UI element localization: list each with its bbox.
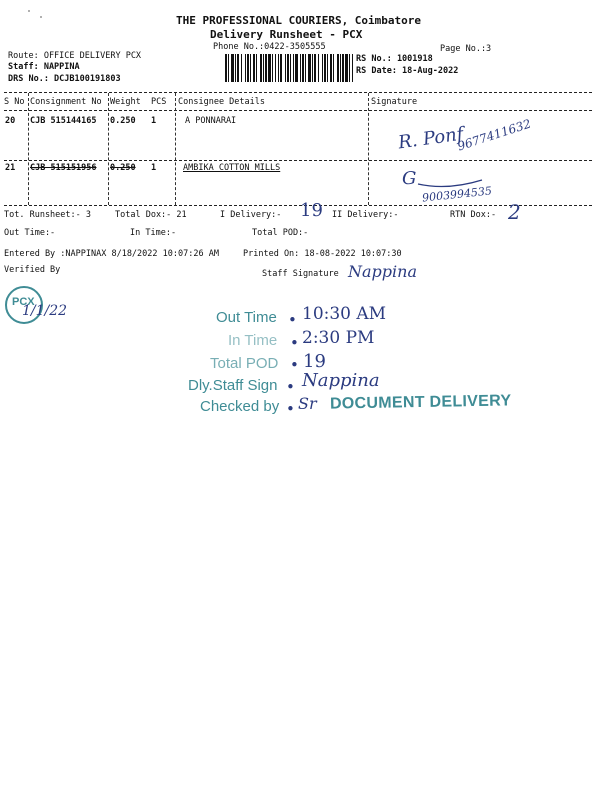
scan-mark [28, 10, 30, 12]
cell-consignee: A PONNARAI [185, 116, 237, 126]
barcode-bar [241, 54, 242, 82]
col-header-signature: Signature [371, 97, 418, 107]
barcode-bar [287, 54, 289, 82]
barcode-bar [327, 54, 328, 82]
table-top-rule [4, 92, 592, 93]
stamp-bullet: • [286, 378, 295, 396]
handwritten-phone: 9003994535 [421, 184, 493, 205]
barcode-bar [322, 54, 323, 82]
barcode-bar [345, 54, 348, 82]
staff-signature-handwritten: Nappina [348, 262, 417, 281]
barcode-bar [340, 54, 341, 82]
rtn-dox-handwritten: 2 [508, 200, 521, 224]
barcode-bar [342, 54, 344, 82]
barcode-bar [268, 54, 271, 82]
drs-number: DRS No.: DCJB100191803 [8, 74, 121, 84]
cell-sno: 21 [5, 163, 16, 173]
barcode-bar [330, 54, 332, 82]
rs-number: RS No.: 1001918 [356, 54, 433, 64]
barcode-bar [237, 54, 239, 82]
total-dox: Total Dox:- 21 [115, 210, 187, 220]
barcode-bar [278, 54, 279, 82]
barcode-bar [256, 54, 257, 82]
stamp-bullet: • [290, 356, 299, 374]
barcode-bar [314, 54, 316, 82]
barcode-bar [352, 54, 353, 82]
barcode-bar [275, 54, 276, 82]
page-number: Page No.:3 [440, 44, 492, 54]
i-delivery-label: I Delivery:- [220, 210, 282, 220]
stamp-bullet: • [288, 311, 297, 329]
cell-weight: 0.250 [110, 163, 136, 173]
barcode-bar [235, 54, 236, 82]
entered-by: Entered By :NAPPINAX 8/18/2022 10:07:26 AM [4, 249, 219, 259]
barcode-bar [263, 54, 264, 82]
barcode-bar [295, 54, 298, 82]
barcode-bar [300, 54, 301, 82]
col-header-consignment: Consignment No [30, 97, 102, 107]
document-delivery-stamp: DOCUMENT DELIVERY [329, 392, 512, 413]
rs-date: RS Date: 18-Aug-2022 [356, 66, 459, 76]
barcode-bar [285, 54, 286, 82]
out-time-label: Out Time:- [4, 228, 56, 238]
col-divider [108, 93, 109, 205]
cell-pcs: 1 [151, 163, 157, 173]
barcode-bar [324, 54, 326, 82]
cell-consignment: CJB 515144165 [30, 116, 97, 126]
staff-signature-label: Staff Signature [262, 269, 339, 279]
verified-by-label: Verified By [4, 265, 61, 275]
stamp-value-out-time: 10:30 AM [302, 304, 387, 324]
cell-consignee: AMBIKA COTTON MILLS [183, 163, 281, 173]
cell-weight: 0.250 [110, 116, 136, 126]
table-header-rule [4, 110, 592, 111]
document-title: Delivery Runsheet - PCX [210, 28, 363, 41]
handwritten-signature: G [402, 168, 417, 189]
phone-number: Phone No.:0422-3505555 [213, 42, 326, 52]
stamp-value-staff-sign: Nappina [302, 370, 380, 391]
col-divider [28, 93, 29, 205]
stamp-label-out-time: Out Time [216, 309, 277, 326]
col-header-consignee: Consignee Details [178, 97, 265, 107]
barcode-bar [280, 54, 282, 82]
barcode-bar [333, 54, 334, 82]
cell-pcs: 1 [151, 116, 157, 126]
rtn-dox-label: RTN Dox:- [450, 210, 497, 220]
handwritten-signature: R. Ponf [396, 123, 465, 154]
pcx-stamp-handwritten: 1/1/22 [22, 303, 68, 319]
stamp-label-total-pod: Total POD [210, 355, 279, 372]
stamp-value-checked-by: Sr [298, 394, 317, 413]
stamp-bullet: • [286, 400, 295, 418]
barcode-bar [247, 54, 249, 82]
barcode-bar [302, 54, 304, 82]
barcode-bar [225, 54, 227, 82]
barcode-bar [250, 54, 251, 82]
printed-on: Printed On: 18-08-2022 10:07:30 [243, 249, 402, 259]
route-label: Route: OFFICE DELIVERY PCX [8, 51, 142, 61]
barcode-bar [308, 54, 311, 82]
table-bottom-rule [4, 205, 592, 206]
barcode-bar [318, 54, 319, 82]
barcode-bar [290, 54, 291, 82]
barcode-bar [349, 54, 350, 82]
company-name: THE PROFESSIONAL COURIERS, Coimbatore [176, 14, 422, 27]
barcode [225, 54, 355, 82]
staff-label: Staff: NAPPINA [8, 62, 80, 72]
col-header-pcs: PCS [151, 97, 167, 107]
stamp-value-total-pod: 19 [303, 351, 326, 372]
i-delivery-handwritten: 19 [300, 200, 323, 221]
col-divider [368, 93, 369, 205]
cell-sno: 20 [5, 116, 16, 126]
barcode-bar [305, 54, 306, 82]
barcode-bar [272, 54, 273, 82]
col-header-weight: Weight [110, 97, 141, 107]
ii-delivery-label: II Delivery:- [332, 210, 399, 220]
barcode-bar [228, 54, 229, 82]
handwritten-phone: 9677411632 [455, 116, 533, 154]
scan-mark [40, 16, 42, 18]
barcode-bar [231, 54, 234, 82]
stamp-bullet: • [290, 334, 299, 352]
total-pod-label: Total POD:- [252, 228, 309, 238]
barcode-bar [337, 54, 339, 82]
barcode-bar [245, 54, 246, 82]
pcx-stamp-text: PCX [12, 296, 35, 308]
col-header-sno: S No [4, 97, 25, 107]
barcode-bar [265, 54, 267, 82]
barcode-bar [312, 54, 313, 82]
barcode-bar [260, 54, 262, 82]
barcode-bar [253, 54, 255, 82]
stamp-label-staff-sign: Dly.Staff Sign [188, 377, 278, 394]
stamp-label-checked-by: Checked by [200, 398, 280, 415]
total-runsheet: Tot. Runsheet:- 3 [4, 210, 91, 220]
col-divider [175, 93, 176, 205]
in-time-label: In Time:- [130, 228, 177, 238]
barcode-bar [293, 54, 294, 82]
stamp-label-in-time: In Time [228, 332, 278, 349]
cell-consignment: CJB 515151956 [30, 163, 97, 173]
stamp-value-in-time: 2:30 PM [302, 328, 375, 348]
row-divider [4, 160, 592, 161]
